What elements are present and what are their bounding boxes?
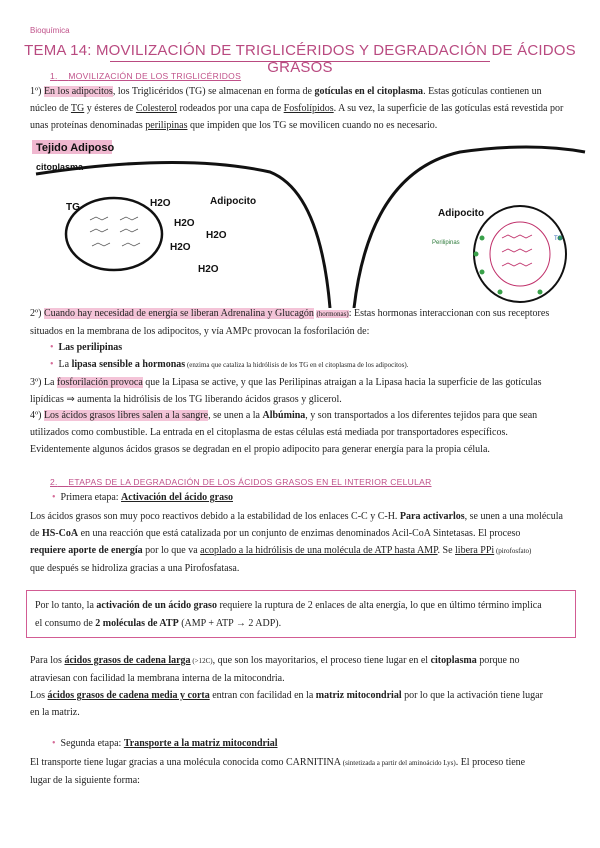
perilipinas-label: Perilipinas [432, 240, 460, 246]
cell-membrane-left [36, 162, 330, 308]
title-underline [110, 61, 490, 62]
summary-text: Por lo tanto, la activación de un ácido graso requiere la ruptura de 2 enlaces de alta energía, lo que en último término implica el consumo de 2 moléculas de ATP (AMP + ATP → 2 ADP). [35, 600, 542, 629]
section-2-heading [50, 477, 432, 487]
adipocito-label-2: Adipocito [438, 208, 485, 219]
h2o-label-3: H2O [206, 230, 227, 241]
paragraph-3: 3º) La fosforilación provoca que la Lipasa se active, y que las Perilipinas atraigan a la Lipasa hacia la superficie de las gotículas lipídicas ⇒ aumenta la hidrólisis de los TG liberando ácidos grasos y glicerol. [30, 377, 542, 405]
h2o-label-1: H2O [150, 198, 171, 209]
bullet-icon: • [52, 492, 56, 503]
lipid-droplet [66, 198, 162, 270]
highlight: En los adipocitos [43, 86, 113, 97]
paragraph-6: Para los ácidos grasos de cadena larga (>12C), que son los mayoritarios, el proceso tiene lugar en el citoplasma porque no atraviesan con facilidad la membrana interna de la mitocondria. Los ácidos grasos de cadena media y corta entran con facilidad en la matriz mitocondrial por lo que la activación tiene lugar en la matriz. [30, 655, 543, 718]
tg-label: TG [66, 202, 80, 213]
section-1-heading [50, 71, 241, 81]
bullet-item: • Las perilipinas [50, 342, 123, 353]
tg-molecules [90, 217, 140, 246]
paragraph-5: Los ácidos grasos son muy poco reactivos debido a la estabilidad de los enlaces C-C y C-H. Para activarlos, se unen a una molécula de HS-CoA en una reacción que está catalizada por un conjunto de enzimas denominados Acil-CoA Sintetasas. El proceso requiere aporte de energía por lo que va acoplado a la hidrólisis de una molécula de ATP hasta AMP. Se libera PPi (pirofosfato) que después se hidroliza gracias a una Pirofosfatasa. [30, 511, 563, 574]
stage-2-heading: • Segunda etapa: Transporte a la matriz mitocondrial [52, 738, 278, 749]
h2o-label-4: H2O [170, 242, 191, 253]
bullet-icon: • [50, 359, 54, 370]
header-label: Bioquímica [30, 26, 70, 35]
paragraph-1: 1º) En los adipocitos, los Triglicéridos (TG) se almacenan en forma de gotículas en el citoplasma. Estas gotículas contienen un núcleo de TG y ésteres de Colesterol rodeados por una capa de Fosfolípidos. A su vez, la superficie de las gotículas está revestida por unas proteínas denominadas perilipinas que impiden que los TG se movilicen cuando no es necesario. [30, 86, 564, 131]
section-number: 2. [50, 477, 58, 487]
h2o-label-2: H2O [174, 218, 195, 229]
paragraph-2: 2º) Cuando hay necesidad de energía se liberan Adrenalina y Glucagón (hormonas): Estas hormonas interaccionan con sus receptores situados en la membrana de los adipocitos, y vía AMPc provocan la fosforilación de: [30, 308, 550, 337]
lipid-chains-right [502, 235, 532, 266]
cell-membrane-right [354, 147, 585, 308]
tejido-label: Tejido Adiposo [36, 142, 115, 154]
bullet-icon: • [52, 738, 56, 749]
bullet-icon: • [50, 342, 54, 353]
h2o-label-5: H2O [198, 264, 219, 275]
perilipin-ring [490, 222, 550, 286]
paragraph-4: 4º) Los ácidos grasos libres salen a la sangre, se unen a la Albúmina, y son transportados a los diferentes tejidos para que sean utilizados como combustible. La entrada en el citoplasma de estas células está mediada por transportadores específicos. Evidentemente algunos ácidos grasos se degradan en el propio adipocito para generar energía para la propia célula. [30, 410, 538, 455]
tg-small-label: TG [554, 236, 563, 242]
page-title: TEMA 14: MOVILIZACIÓN DE TRIGLICÉRIDOS Y DEGRADACIÓN DE ÁCIDOS GRASOS [24, 42, 576, 76]
section-title: MOVILIZACIÓN DE LOS TRIGLICÉRIDOS [68, 71, 242, 81]
lipid-droplet-right [474, 206, 566, 302]
adipocito-label-1: Adipocito [210, 196, 257, 207]
stage-1-heading: • Primera etapa: Activación del ácido graso [52, 492, 233, 503]
summary-box [26, 590, 576, 638]
paragraph-7: El transporte tiene lugar gracias a una molécula conocida como CARNITINA (sintetizada a partir del aminoácido Lys). El proceso tiene lugar de la siguiente forma: [30, 757, 526, 786]
citoplasma-label: citoplasma [36, 162, 84, 172]
adipose-tissue-diagram [30, 132, 590, 308]
section-title: ETAPAS DE LA DEGRADACIÓN DE LOS ÁCIDOS GRASOS EN EL INTERIOR CELULAR [68, 477, 432, 487]
bullet-item: • La lipasa sensible a hormonas (enzima que cataliza la hidrólisis de los TG en el citoplasma de los adipocitos). [50, 359, 409, 370]
section-number: 1. [50, 71, 58, 81]
